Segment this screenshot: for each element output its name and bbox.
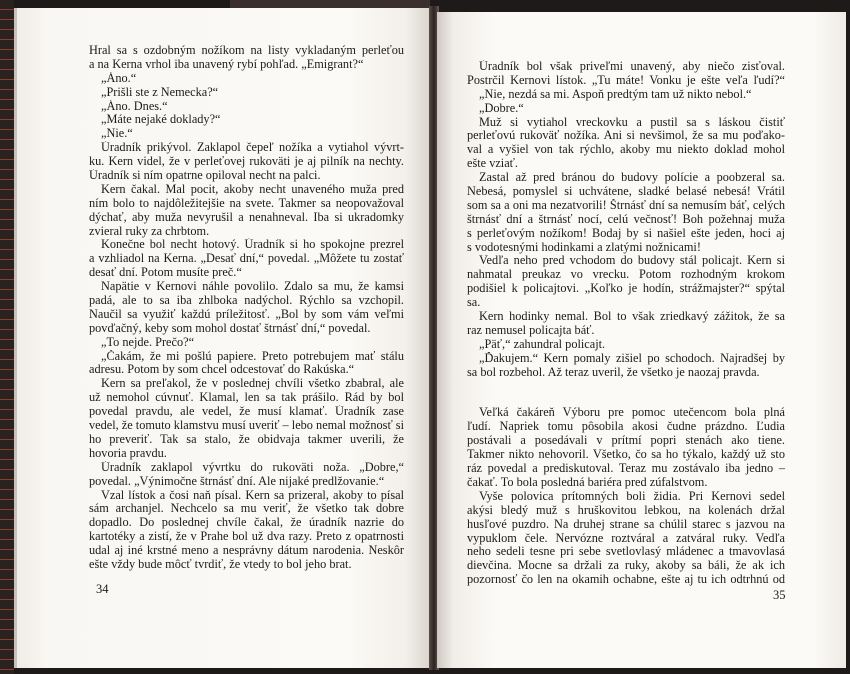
page-number-left: 34 bbox=[96, 582, 109, 596]
text-line: dievčina. Mocne sa držali za ruky, akoby sa báli, že ak ich bbox=[467, 559, 785, 573]
text-line: Úradník si ním opatrne opiloval necht na palci. bbox=[89, 169, 321, 183]
text-line: Kern hodinky nemal. Bol to však zriedkavý zážitok, že sa bbox=[479, 310, 785, 324]
text-line: akýsi bledý muž s hruškovitou lebkou, na kolenách držal bbox=[467, 503, 785, 517]
text-line: ešte vziať. bbox=[467, 157, 519, 171]
text-line: Postrčil Kernovi lístok. „Tu máte! Vonku je ešte veľa ľudí?“ bbox=[467, 73, 785, 87]
text-line: husľové puzdro. Na druhej strane sa chúlil starec s jazvou na bbox=[467, 517, 785, 531]
text-line: hovoria pravdu. bbox=[89, 446, 167, 460]
text-line: pozornosť čo len na okamih ochabne, ešte aj tu ich odtrhnú od bbox=[467, 573, 785, 587]
text-line: padá, ale to sa iba zhlboka nadýchol. Rýchlo sa vzchopil. bbox=[89, 294, 404, 308]
text-line: „Ďakujem.“ Kern pomaly zišiel po schodoch. Najradšej by bbox=[479, 351, 785, 365]
text-line: Veľká čakáreň Výboru pre pomoc utečencom bola plná bbox=[479, 406, 785, 420]
text-line: udal aj iné krstné meno a nesprávny dátum narodenia. Neskôr bbox=[89, 544, 404, 558]
text-line: sa. bbox=[467, 296, 481, 310]
text-line: Úradník zaklapol vývrtku do rukoväti noža. „Dobre,“ bbox=[101, 460, 404, 474]
text-line: vypuklom čele. Nervózne roztváral a zatváral ruky. Vedľa bbox=[467, 531, 785, 545]
text-line: „Päť,“ zahundral policajt. bbox=[479, 337, 606, 351]
text-line: som sa a oni ma nezatvorili! Štrnásť dní sa nemusím báť, celých bbox=[467, 198, 785, 212]
text-line: ľudí. Napriek tomu pôsobila akosi čudne prázdno. Ľudia bbox=[467, 420, 785, 434]
text-line: dopadlo. Do poslednej chvíle čakal, že úradník nazrie do bbox=[89, 516, 404, 530]
text-line: „To nejde. Prečo?“ bbox=[101, 335, 195, 349]
text-line: „Čakám, že mi pošlú papiere. Preto potrebujem mať stálu bbox=[101, 349, 404, 363]
text-line: Úradník prikývol. Zaklapol čepeľ nožíka a vytiahol vývrt- bbox=[101, 141, 404, 155]
text-line: „Nie.“ bbox=[101, 127, 133, 141]
text-line: ešte vždy bude môcť tvrdiť, že vtedy to bol jeho brat. bbox=[89, 557, 352, 571]
text-line: val a vyšiel von tak rýchlo, akoby mu niekto doklad mohol bbox=[467, 143, 785, 157]
text-line: Muž si vytiahol vreckovku a pustil sa s láskou čistiť bbox=[479, 115, 785, 129]
text-line: a na Kerna vrhol iba unavený rybí pohľad. „Emigrant?“ bbox=[89, 57, 364, 71]
text-line: Úradník bol však priveľmi unavený, aby niečo zisťoval. bbox=[479, 60, 785, 73]
text-line: Kern čakal. Mal pocit, akoby necht unaveného muža pred bbox=[101, 182, 404, 196]
text-line bbox=[467, 379, 785, 406]
text-line: povďačný, keby som mohol dostať štrnásť dní,“ povedal. bbox=[89, 321, 371, 335]
left-page-text bbox=[89, 44, 404, 572]
text-line: Zastal až pred bránou do budovy polície a poobzeral sa. bbox=[479, 171, 785, 185]
text-line: desať dní. Potom musíte preč.“ bbox=[89, 266, 242, 280]
text-line: povedal pravdu, ale vedel, že musí klamať. Úradník zase bbox=[89, 405, 404, 419]
text-line: už nemohol cúvnuť. Klamal, len sa tak prášilo. Rád by bol bbox=[89, 391, 404, 405]
text-line: „Prišli ste z Nemecka?“ bbox=[101, 85, 219, 99]
text-line: ho preveriť. Tak sa stalo, že obidvaja takmer uverili, že bbox=[89, 432, 404, 446]
text-line: s vodotesnými hodinkami a zlatými nožnicami! bbox=[467, 240, 701, 254]
text-line: Nebesá, pomyslel si uchvátene, sladké belasé nebesá! Vrátil bbox=[467, 185, 785, 199]
text-line: „Dobre.“ bbox=[479, 101, 524, 115]
text-line: zvieral ruky za chrbtom. bbox=[89, 224, 210, 238]
text-line: sám archanjel. Nechcelo sa mu veriť, že všetko tak dobre bbox=[89, 502, 404, 516]
text-line: raz nemusel policajta báť. bbox=[467, 323, 595, 337]
top-shadow bbox=[230, 0, 430, 8]
text-line: perleťovú rukoväť nožíka. Ani si nevšimol, že sa mu poďako- bbox=[467, 129, 785, 143]
text-line: Konečne bol necht hotový. Úradník si ho spokojne prezrel bbox=[101, 238, 404, 252]
text-line: Vedľa neho pred vchodom do budovy stál policajt. Kern si bbox=[479, 254, 785, 268]
text-line: sa bol rozbehol. Až teraz uveril, že všetko je naozaj pravda. bbox=[467, 365, 760, 379]
text-line: ku. Kern videl, že v perleťovej rukoväti je aj pilník na nechty. bbox=[89, 155, 404, 169]
text-line: postávali a posedávali v prítmí popri stenách ako tiene. bbox=[467, 434, 785, 448]
text-line: ráz povedal a prediskutoval. Teraz mu zostávalo iba jedno – bbox=[467, 462, 785, 476]
text-line: a vzhliadol na Kerna. „Desať dní,“ povedal. „Môžete tu zostať bbox=[89, 252, 404, 266]
text-line: „Nie, nezdá sa mi. Aspoň predtým tam už nikto nebol.“ bbox=[479, 87, 752, 101]
text-line: Naučil sa využiť každú príležitosť. „Bol by som vám veľmi bbox=[89, 307, 404, 321]
text-line: dýchať, aby muža nevyrušil a nenahneval. Iba si ukradomky bbox=[89, 210, 404, 224]
text-line: Napätie v Kernovi náhle povolilo. Zdalo sa mu, že kamsi bbox=[101, 280, 404, 294]
right-page-text bbox=[467, 60, 785, 587]
text-line: „Áno. Dnes.“ bbox=[101, 99, 168, 113]
text-line: nahmatal preukaz vo vrecku. Potom rozhodným krokom bbox=[467, 268, 785, 282]
text-line: kartotéky a zistí, že v Prahe bol už dva razy. Preto z opatrnosti bbox=[89, 530, 404, 544]
text-line: Hral sa s ozdobným nožíkom na listy vykladaným perleťou bbox=[89, 44, 404, 57]
page-edges-strip bbox=[0, 0, 14, 674]
text-line: s perleťovým nožíkom! Bodaj by si našiel ešte jeden, hoci aj bbox=[467, 226, 785, 240]
text-line: adresu. Potom by som chcel odcestovať do Rakúska.“ bbox=[89, 363, 355, 377]
text-line: podišiel k policajtovi. „Koľko je hodín, strážmajster?“ spýtal bbox=[467, 282, 785, 296]
text-line: povedal. „Výnimočne štrnásť dní. Ale nijaké predlžovanie.“ bbox=[89, 474, 385, 488]
text-line: čakať. To bola posledná bariéra pred zúfalstvom. bbox=[467, 475, 708, 489]
text-line: „Áno.“ bbox=[101, 71, 137, 85]
text-line: Kern sa preľakol, že v poslednej chvíli všetko zbabral, ale bbox=[101, 377, 404, 391]
text-line: Takmer nikto nehovoril. Všetko, čo sa ho týkalo, každý už sto bbox=[467, 448, 785, 462]
text-line: neho sedeli tesne pri sebe svetlovlasý mládenec a tmavovlasá bbox=[467, 545, 785, 559]
text-line: vedel, že tomuto klamstvu musí uveriť – lebo nemal možnosť si bbox=[89, 419, 404, 433]
text-line: Vyše polovica prítomných boli židia. Pri Kernovi sedel bbox=[479, 489, 785, 503]
text-line: štrnásť dní a štrnásť nocí, celú večnosť! Boh požehnaj muža bbox=[467, 212, 785, 226]
text-line: „Máte nejaké doklady?“ bbox=[101, 113, 221, 127]
page-number-right: 35 bbox=[773, 588, 786, 602]
text-line: Vzal lístok a čosi naň písal. Kern sa prizeral, akoby to písal bbox=[101, 488, 404, 502]
text-line: ním bolo to najdôležitejšie na svete. Takmer sa neopovažoval bbox=[89, 196, 404, 210]
left-page-edge bbox=[14, 8, 17, 668]
